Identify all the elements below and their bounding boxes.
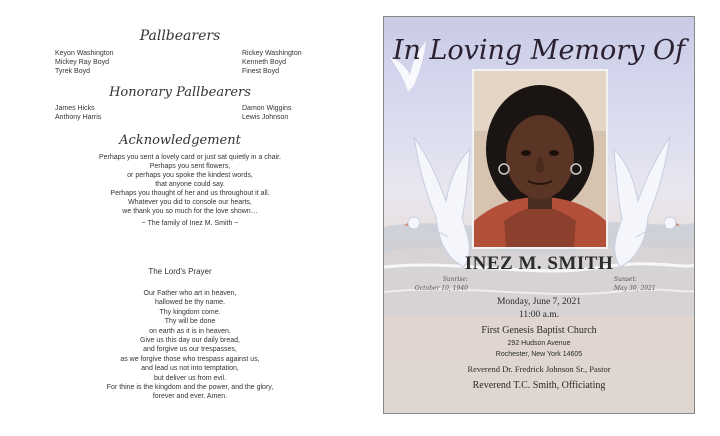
portrait-photo bbox=[472, 69, 608, 249]
portrait-image bbox=[474, 71, 606, 247]
acknowledgement-line: Perhaps you thought of her and us throughout it all. bbox=[110, 190, 270, 197]
prayer-line: For thine is the kingdom and the power, and the glory, bbox=[106, 384, 274, 392]
pallbearer-name: Mickey Ray Boyd bbox=[55, 59, 110, 66]
lords-prayer-text bbox=[40, 289, 340, 402]
acknowledgement-line: we thank you so much for the love shown… bbox=[122, 208, 258, 215]
prayer-line: but deliver us from evil. bbox=[154, 374, 226, 382]
deceased-name: INEZ M. SMITH bbox=[464, 253, 614, 274]
pallbearer-name: Rickey Washington bbox=[242, 50, 302, 57]
acknowledgement-line: Perhaps you sent flowers, bbox=[149, 163, 231, 170]
pallbearers-left-list bbox=[55, 49, 114, 76]
prayer-line: Our Father who art in heaven, bbox=[143, 290, 237, 297]
sunset-block bbox=[614, 275, 690, 293]
acknowledgement-line: Perhaps you sent a lovely card or just sat quietly in a chair. bbox=[98, 154, 282, 161]
prayer-line: as we forgive those who trespass against us, bbox=[120, 355, 260, 363]
honorary-pallbearer-name: Lewis Johnson bbox=[242, 114, 289, 121]
pallbearer-name: Tyrek Boyd bbox=[55, 68, 91, 75]
sunrise-block bbox=[398, 275, 468, 293]
prayer-line: Thy kingdom come. bbox=[159, 308, 221, 316]
pallbearer-name: Keyon Washington bbox=[55, 50, 114, 57]
acknowledgement-line: or perhaps you spoke the kindest words, bbox=[127, 172, 253, 179]
pallbearer-name: Finest Boyd bbox=[242, 68, 279, 75]
church-name: First Genesis Baptist Church bbox=[481, 325, 597, 336]
acknowledgement-title: Acknowledgement bbox=[119, 133, 241, 148]
prayer-line: and lead us not into temptation, bbox=[141, 365, 239, 373]
church-address-line2: Rochester, New York 14605 bbox=[495, 351, 583, 358]
pallbearer-name: Kenneth Boyd bbox=[242, 59, 286, 66]
honorary-right-list bbox=[242, 104, 291, 122]
service-time: 11:00 a.m. bbox=[518, 310, 560, 320]
pastor-line: Reverend Dr. Fredrick Johnson Sr., Pastor bbox=[467, 364, 611, 374]
honorary-pallbearer-name: Anthony Harris bbox=[55, 114, 102, 121]
honorary-pallbearer-name: James Hicks bbox=[55, 105, 95, 112]
prayer-line: on earth as it is in heaven. bbox=[149, 327, 231, 335]
acknowledgement-text bbox=[40, 153, 340, 228]
prayer-line: Thy will be done bbox=[164, 318, 216, 326]
prayer-line: and forgive us our trespasses, bbox=[143, 346, 237, 354]
church-address-line1: 292 Hudson Avenue bbox=[507, 340, 571, 347]
service-date: Monday, June 7, 2021 bbox=[496, 297, 582, 307]
pallbearers-right-list bbox=[242, 49, 302, 76]
acknowledgement-signature: ~ The family of Inez M. Smith ~ bbox=[141, 220, 239, 227]
honorary-left-list bbox=[55, 104, 101, 122]
acknowledgement-line: that anyone could say. bbox=[155, 181, 225, 188]
prayer-line: Give us this day our daily bread, bbox=[140, 337, 240, 345]
honorary-pallbearer-name: Damon Wiggins bbox=[242, 105, 292, 112]
officiant-line: Reverend T.C. Smith, Officiating bbox=[472, 380, 606, 391]
program-cover bbox=[383, 16, 695, 414]
honorary-pallbearers-title: Honorary Pallbearers bbox=[109, 85, 251, 100]
sunrise-date: October 10, 1940 bbox=[414, 285, 468, 292]
sunrise-label: Sunrise: bbox=[442, 276, 468, 283]
acknowledgement-line: Whatever you did to console our hearts, bbox=[128, 199, 252, 206]
sunset-date: May 30, 2021 bbox=[614, 285, 656, 292]
in-loving-memory-header: In Loving Memory Of bbox=[392, 35, 686, 66]
sunset-label: Sunset: bbox=[614, 276, 637, 283]
prayer-line: forever and ever. Amen. bbox=[152, 393, 228, 401]
prayer-line: hallowed be thy name. bbox=[154, 299, 226, 307]
pallbearers-title: Pallbearers bbox=[139, 28, 221, 44]
lords-prayer-title: The Lord's Prayer bbox=[148, 267, 212, 276]
